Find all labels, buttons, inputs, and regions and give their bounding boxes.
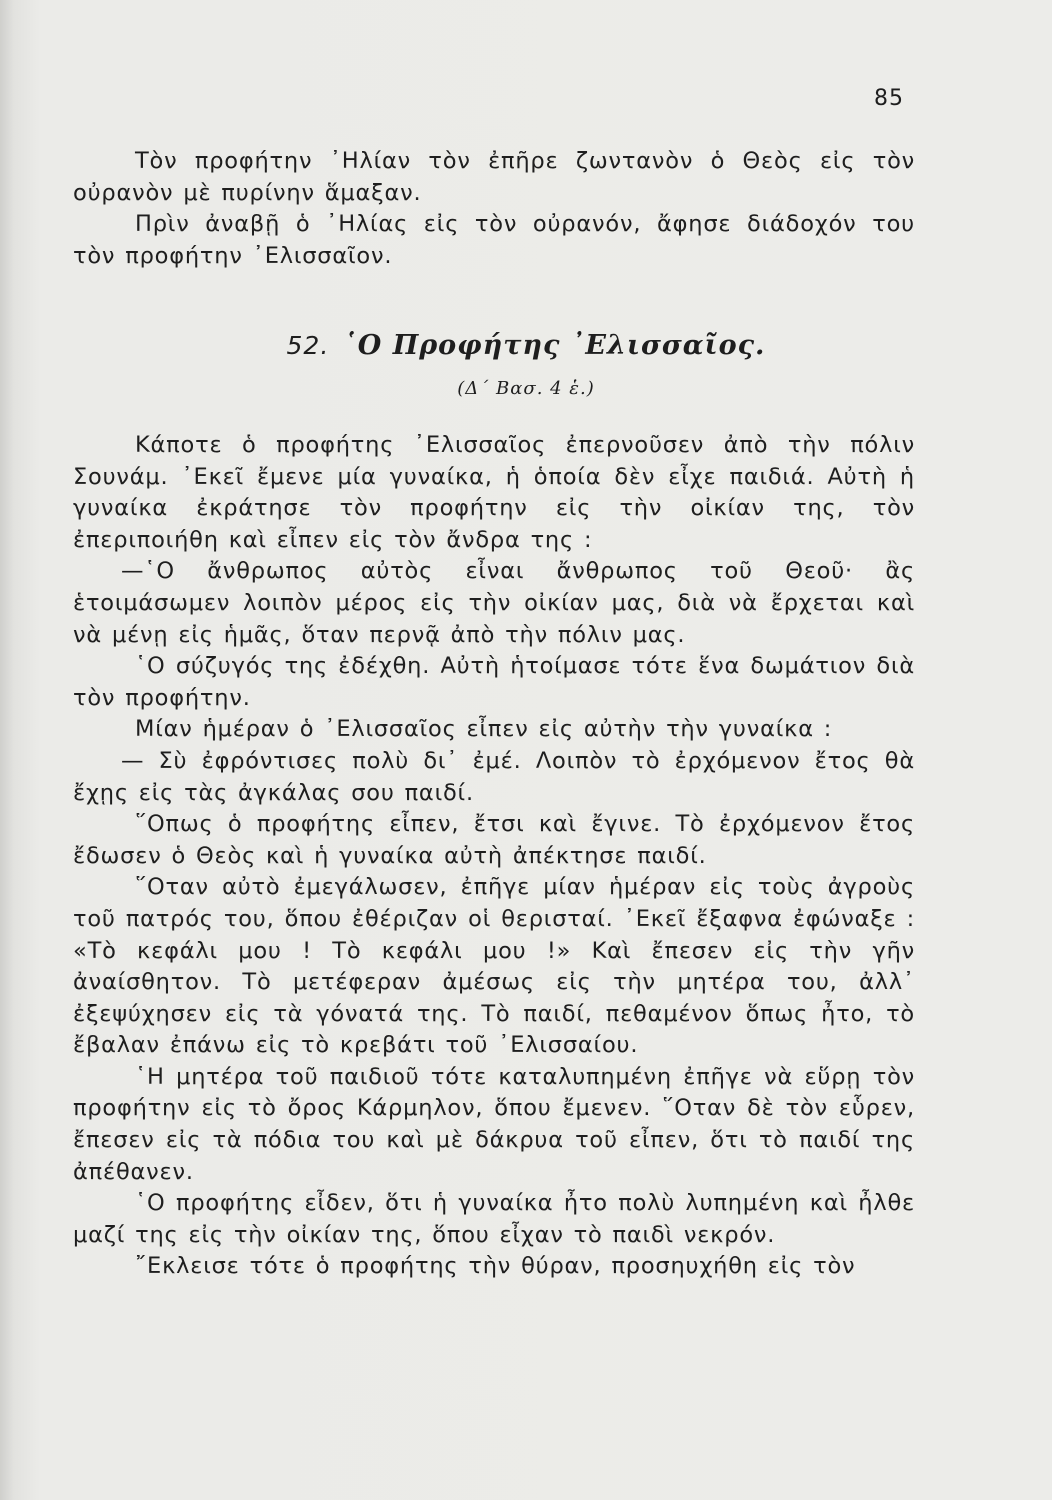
paragraph: Τὸν προφήτην ᾿Ηλίαν τὸν ἐπῆρε ζωντανὸν ὁ Θεὸς εἰς τὸν οὐρανὸν μὲ πυρίνην ἅμαξαν.: [73, 148, 915, 206]
paragraph: ῞Οπως ὁ προφήτης εἶπεν, ἔτσι καὶ ἔγινε. Τὸ ἐρχόμενον ἔτος ἔδωσεν ὁ Θεὸς καὶ ἡ γυναίκα αὐτὴ ἀπέκτησε παιδί.: [73, 811, 915, 869]
paragraph: ῾Ο προφήτης εἶδεν, ὅτι ἡ γυναίκα ἦτο πολὺ λυπημένη καὶ ἦλθε μαζί της εἰς τὴν οἰκίαν της, ὅπου εἶχαν τὸ παιδὶ νεκρόν.: [73, 1190, 915, 1248]
paragraph: ῞Οταν αὐτὸ ἐμεγάλωσεν, ἐπῆγε μίαν ἡμέραν εἰς τοὺς ἀγροὺς τοῦ πατρός του, ὅπου ἐθέριζαν οἱ θερισταί. ᾿Εκεῖ ἔξαφνα ἐφώναξε : «Τὸ κεφάλι μου ! Τὸ κεφάλι μου !» Καὶ ἔπεσεν εἰς τὴν γῆν ἀναίσθητον. Τὸ μετέφεραν ἀμέσως εἰς τὴν μητέρα του, ἀλλ᾿ ἐξεψύχησεν εἰς τὰ γόνατά της. Τὸ παιδί, πεθαμένον ὅπως ἦτο, τὸ ἔβαλαν ἐπάνω εἰς τὸ κρεβάτι τοῦ ᾿Ελισσαίου.: [73, 874, 915, 1059]
section-title: ῾Ο Προφήτης ᾿Ελισσαῖος.: [343, 330, 766, 361]
section-number: 52.: [286, 331, 330, 360]
intro-text: [73, 146, 915, 272]
paragraph: Πρὶν ἀναβῇ ὁ ᾿Ηλίας εἰς τὸν οὐρανόν, ἄφησε διάδοχόν του τὸν προφήτην ᾿Ελισσαῖον.: [73, 211, 915, 269]
body-text: [73, 430, 915, 1283]
paragraph: ῾Η μητέρα τοῦ παιδιοῦ τότε καταλυπημένη ἐπῆγε νὰ εὕρῃ τὸν προφήτην εἰς τὸ ὄρος Κάρμηλον, ὅπου ἔμενεν. ῞Οταν δὲ τὸν εὗρεν, ἔπεσεν εἰς τὰ πόδια του καὶ μὲ δάκρυα τοῦ εἶπεν, ὅτι τὸ παιδί της ἀπέθανεν.: [73, 1063, 915, 1185]
paragraph: ῎Εκλεισε τότε ὁ προφήτης τὴν θύραν, προσηυχήθη εἰς τὸν: [135, 1253, 856, 1280]
paragraph: ῾Ο σύζυγός της ἐδέχθη. Αὐτὴ ἡτοίμασε τότε ἕνα δωμάτιον διὰ τὸν προφήτην.: [73, 653, 915, 711]
paragraph: Μίαν ἡμέραν ὁ ᾿Ελισσαῖος εἶπεν εἰς αὐτὴν τὴν γυναίκα :: [135, 716, 833, 743]
paragraph: — Σὺ ἐφρόντισες πολὺ δι᾿ ἐμέ. Λοιπὸν τὸ ἐρχόμενον ἔτος θὰ ἔχῃς εἰς τὰς ἀγκάλας σου παιδί.: [73, 747, 915, 806]
scripture-reference: (Δ΄ Βασ. 4 ἑ.): [457, 378, 595, 399]
section-heading: [0, 330, 1052, 361]
paragraph: —῾Ο ἄνθρωπος αὐτὸς εἶναι ἄνθρωπος τοῦ Θεοῦ· ἂς ἑτοιμάσωμεν λοιπὸν μέρος εἰς τὴν οἰκίαν μας, διὰ νὰ ἔρχεται καὶ νὰ μένῃ εἰς ἡμᾶς, ὅταν περνᾷ ἀπὸ τὴν πόλιν μας.: [73, 558, 915, 648]
paragraph: Κάποτε ὁ προφήτης ᾿Ελισσαῖος ἐπερνοῦσεν ἀπὸ τὴν πόλιν Σουνάμ. ᾿Εκεῖ ἔμενε μία γυναίκα, ἡ ὁποία δὲν εἶχε παιδιά. Αὐτὴ ἡ γυναίκα ἐκράτησε τὸν προφήτην εἰς τὴν οἰκίαν της, τὸν ἐπεριποιήθη καὶ εἶπεν εἰς τὸν ἄνδρα της :: [73, 432, 915, 553]
page-number: 85: [874, 86, 904, 111]
